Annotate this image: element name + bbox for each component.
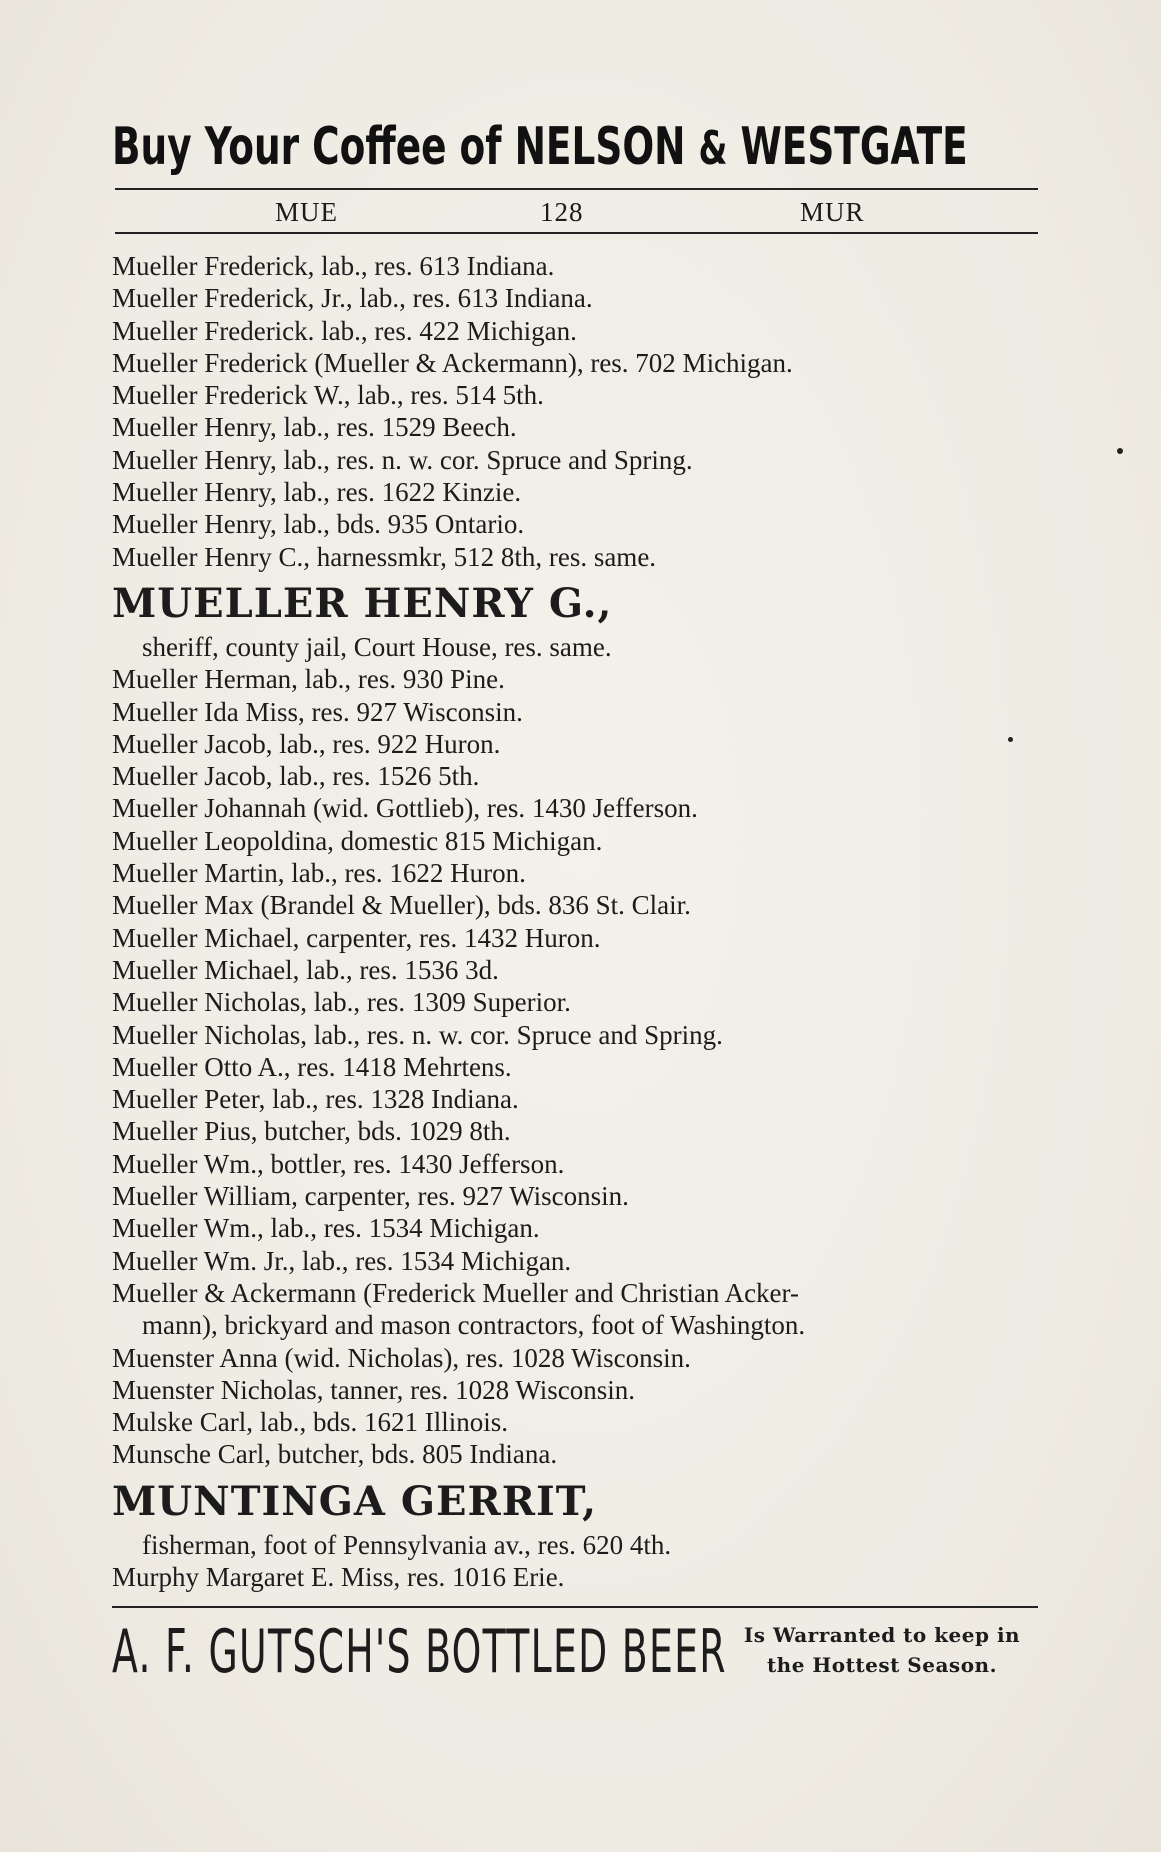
directory-entry: Mueller Henry, lab., res. n. w. cor. Spruce and Spring. (112, 444, 693, 475)
directory-heading-entry: MUELLER HENRY G., (112, 579, 613, 627)
directory-entry: Muenster Anna (wid. Nicholas), res. 1028 Wisconsin. (112, 1342, 691, 1373)
directory-entry: sheriff, county jail, Court House, res. same. (142, 631, 612, 662)
page-number: 128 (540, 197, 584, 227)
directory-entry: Mueller Herman, lab., res. 930 Pine. (112, 664, 505, 695)
directory-entry: Mueller Nicholas, lab., res. n. w. cor. Spruce and Spring. (112, 1019, 723, 1050)
directory-entries (112, 250, 1052, 1593)
directory-entry: Muenster Nicholas, tanner, res. 1028 Wisconsin. (112, 1374, 635, 1405)
coffee-advertisement (112, 112, 968, 182)
directory-entry: Mueller Martin, lab., res. 1622 Huron. (112, 858, 526, 889)
directory-entry: Mueller Jacob, lab., res. 922 Huron. (112, 728, 501, 759)
directory-entry: Mueller Henry, lab., res. 1529 Beech. (112, 412, 517, 443)
directory-entry: Murphy Margaret E. Miss, res. 1016 Erie. (112, 1561, 565, 1592)
directory-entry: Mueller Henry, lab., bds. 935 Ontario. (112, 509, 525, 540)
directory-entry: Mueller Wm., bottler, res. 1430 Jefferson. (112, 1148, 565, 1179)
directory-entry: Mueller Frederick. lab., res. 422 Michigan. (112, 315, 577, 346)
directory-entry: Mueller Pius, butcher, bds. 1029 8th. (112, 1116, 511, 1147)
head-rule (115, 232, 1038, 234)
beer-ad-tagline-line2: the Hottest Season. (766, 1653, 998, 1677)
directory-entry: Mueller Frederick, lab., res. 613 Indiana. (112, 251, 555, 281)
directory-entry: Mueller Peter, lab., res. 1328 Indiana. (112, 1084, 519, 1115)
beer-ad-tagline (717, 1620, 1047, 1680)
print-speck (1008, 737, 1013, 742)
directory-entry: Mueller Leopoldina, domestic 815 Michigan. (112, 825, 603, 856)
directory-entry: Munsche Carl, butcher, bds. 805 Indiana. (112, 1439, 558, 1470)
directory-entry: Mueller & Ackermann (Frederick Mueller and Christian Acker- (112, 1277, 799, 1308)
directory-entry: Mueller Wm., lab., res. 1534 Michigan. (112, 1213, 540, 1244)
directory-heading-entry: MUNTINGA GERRIT, (112, 1477, 598, 1525)
directory-entry: Mueller Michael, lab., res. 1536 3d. (112, 954, 499, 985)
directory-entry: Mueller Johannah (wid. Gottlieb), res. 1430 Jefferson. (112, 793, 698, 824)
bottom-rule (112, 1606, 1038, 1608)
ad-ampersand: & (698, 121, 728, 175)
directory-entry: Mueller Max (Brandel & Mueller), bds. 836 St. Clair. (112, 890, 691, 921)
directory-entry: Mueller Nicholas, lab., res. 1309 Superior. (112, 987, 571, 1018)
directory-entry: Mueller Frederick W., lab., res. 514 5th. (112, 380, 544, 411)
directory-entry: Mueller Wm. Jr., lab., res. 1534 Michigan. (112, 1245, 572, 1276)
beer-advertisement (112, 1614, 1042, 1692)
directory-entry: Mueller Michael, carpenter, res. 1432 Huron. (112, 922, 601, 953)
print-speck (1117, 448, 1123, 454)
running-head-right: MUR (800, 197, 865, 227)
directory-entry: Mueller Henry, lab., res. 1622 Kinzie. (112, 477, 522, 508)
directory-entry: Mueller Jacob, lab., res. 1526 5th. (112, 761, 480, 792)
directory-entry: Mulske Carl, lab., bds. 1621 Illinois. (112, 1407, 508, 1438)
directory-entry: fisherman, foot of Pennsylvania av., res. 620 4th. (142, 1529, 672, 1560)
top-rule (115, 188, 1038, 190)
directory-entry: Mueller Ida Miss, res. 927 Wisconsin. (112, 696, 523, 727)
ad-text-nelson: NELSON (514, 117, 686, 177)
directory-entry: Mueller Otto A., res. 1418 Mehrtens. (112, 1051, 512, 1082)
directory-entry: Mueller Frederick, Jr., lab., res. 613 Indiana. (112, 283, 593, 314)
directory-entry: mann), brickyard and mason contractors, foot of Washington. (142, 1310, 806, 1341)
beer-ad-tagline-line1: Is Warranted to keep in (743, 1623, 1021, 1647)
beer-ad-title: A. F. GUTSCH'S BOTTLED BEER (112, 1617, 727, 1687)
running-head (115, 194, 1038, 230)
directory-entry: Mueller Henry C., harnessmkr, 512 8th, res. same. (112, 541, 657, 572)
running-head-left: MUE (275, 197, 338, 227)
ad-text-westgate: WESTGATE (740, 117, 968, 177)
directory-entry: Mueller William, carpenter, res. 927 Wisconsin. (112, 1181, 629, 1212)
directory-entry: Mueller Frederick (Mueller & Ackermann), res. 702 Michigan. (112, 347, 793, 378)
ad-text-intro: Buy Your Coffee of (112, 117, 502, 177)
